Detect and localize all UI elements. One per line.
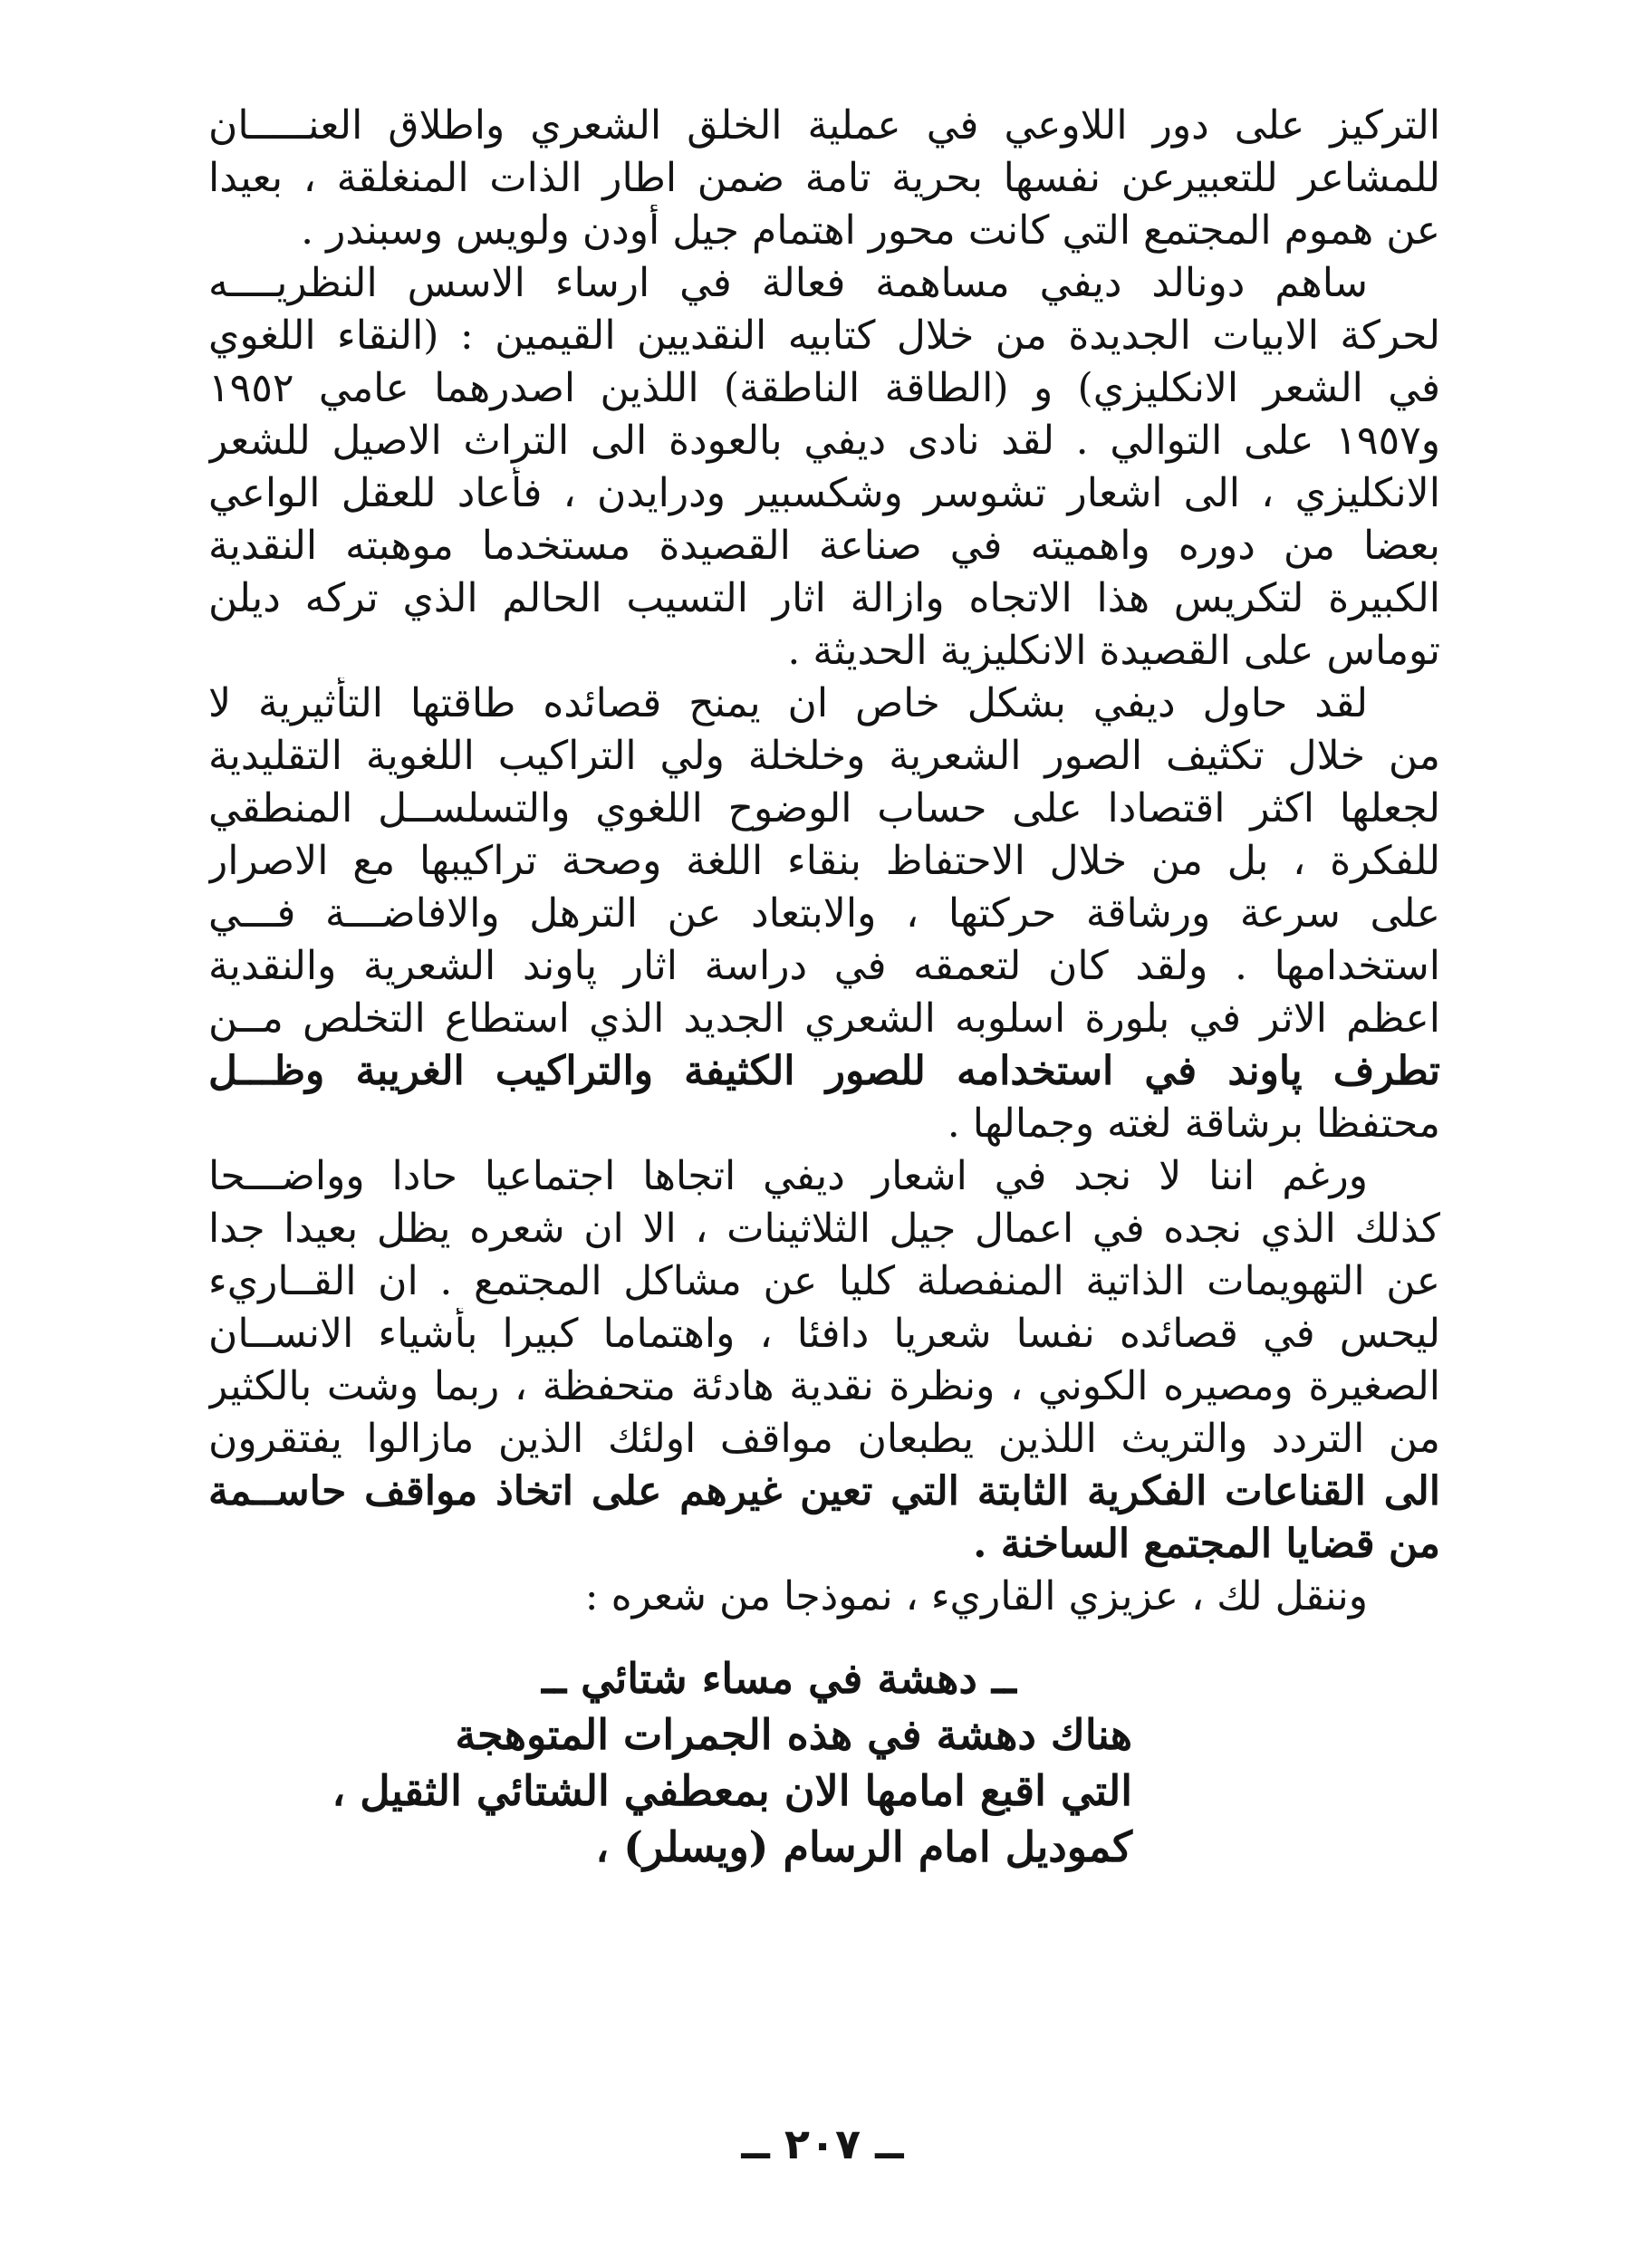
text-line: في الشعر الانكليزي) و (الطاقة الناطقة) اللذين اصدرهما عامي ١٩٥٢ <box>208 365 1440 411</box>
text-line: تطرف پاوند في استخدامه للصور الكثيفة والتراكيب الغريبة وظـــل <box>208 1048 1440 1094</box>
paragraph-3 <box>208 678 1440 1150</box>
text-line: و١٩٥٧ على التوالي . لقد نادى ديفي بالعودة الى التراث الاصيل للشعر <box>208 418 1440 464</box>
paragraph-5 <box>208 1571 1440 1623</box>
text-line: للمشاعر للتعبيرعن نفسها بحرية تامة ضمن اطار الذات المنغلقة ، بعيدا <box>208 155 1440 201</box>
text-line: محتفظا برشاقة لغته وجمالها . <box>947 1100 1440 1147</box>
paragraph-2 <box>208 257 1440 678</box>
poem-title: ــ دهشة في مساء شتائي ــ <box>542 1654 1016 1703</box>
poem-excerpt <box>317 1650 1232 1875</box>
text-line: توماس على القصيدة الانكليزية الحديثة . <box>787 628 1440 674</box>
text-line: ساهم دونالد ديفي مساهمة فعالة في ارساء الاسس النظريــــه <box>208 260 1368 306</box>
text-line: لجعلها اكثر اقتصادا على حساب الوضوح اللغوي والتسلســل المنطقي <box>208 785 1440 831</box>
poem-line: التي اقبع امامها الان بمعطفي الشتائي الثقيل ، <box>332 1766 1132 1815</box>
text-line: من قضايا المجتمع الساخنة . <box>973 1521 1440 1567</box>
text-line: ليحس في قصائده نفسا شعريا دافئا ، واهتماما كبيرا بأشياء الانســان <box>208 1311 1440 1357</box>
poem-line: هناك دهشة في هذه الجمرات المتوهجة <box>455 1710 1132 1759</box>
text-line: للفكرة ، بل من خلال الاحتفاظ بنقاء اللغة وصحة تراكيبها مع الاصرار <box>208 838 1440 884</box>
text-line: الانكليزي ، الى اشعار تشوسر وشكسبير ودرايدن ، فأعاد للعقل الواعي <box>208 470 1440 516</box>
text-line: بعضا من دوره واهميته في صناعة القصيدة مستخدما موهبته النقدية <box>208 523 1440 569</box>
text-line: على سرعة ورشاقة حركتها ، والابتعاد عن الترهل والافاضـــة فـــي <box>208 890 1440 937</box>
text-line: الكبيرة لتكريس هذا الاتجاه وازالة اثار التسيب الحالم الذي تركه ديلن <box>208 575 1440 621</box>
page-number: ــ ٢٠٧ ــ <box>741 2119 904 2168</box>
text-line: عن التهويمات الذاتية المنفصلة كليا عن مشاكل المجتمع . ان القــاريء <box>208 1258 1440 1304</box>
text-line: عن هموم المجتمع التي كانت محور اهتمام جيل أودن ولويس وسبندر . <box>301 207 1440 254</box>
paragraph-4 <box>208 1150 1440 1571</box>
text-line: وننقل لك ، عزيزي القاريء ، نموذجا من شعره : <box>584 1573 1368 1619</box>
page-body <box>208 100 1440 1875</box>
paragraph-1 <box>208 100 1440 257</box>
text-line: الصغيرة ومصيره الكوني ، ونظرة نقدية هادئة متحفظة ، ربما وشت بالكثير <box>208 1363 1440 1409</box>
text-line: اعظم الاثر في بلورة اسلوبه الشعري الجديد الذي استطاع التخلص مــن <box>208 995 1440 1042</box>
text-line: كذلك الذي نجده في اعمال جيل الثلاثينات ، الا ان شعره يظل بعيدا جدا <box>208 1206 1440 1252</box>
poem-line: كموديل امام الرسام (ويسلر) ، <box>595 1822 1132 1871</box>
text-line: لحركة الابيات الجديدة من خلال كتابيه النقديين القيمين : (النقاء اللغوي <box>208 312 1440 359</box>
text-line: الى القناعات الفكرية الثابتة التي تعين غيرهم على اتخاذ مواقف حاســمة <box>208 1468 1440 1514</box>
text-line: استخدامها . ولقد كان لتعمقه في دراسة اثار پاوند الشعرية والنقدية <box>208 943 1440 989</box>
text-line: ورغم اننا لا نجد في اشعار ديفي اتجاها اجتماعيا حادا وواضـــحا <box>208 1153 1369 1199</box>
text-line: من خلال تكثيف الصور الشعرية وخلخلة ولي التراكيب اللغوية التقليدية <box>208 733 1440 779</box>
text-line: التركيز على دور اللاوعي في عملية الخلق الشعري واطلاق العنـــــان <box>208 102 1440 149</box>
text-line: من التردد والتريث اللذين يطبعان مواقف اولئك الذين مازالوا يفتقرون <box>208 1416 1440 1462</box>
text-line: لقد حاول ديفي بشكل خاص ان يمنح قصائده طاقتها التأثيرية لا <box>208 680 1368 726</box>
